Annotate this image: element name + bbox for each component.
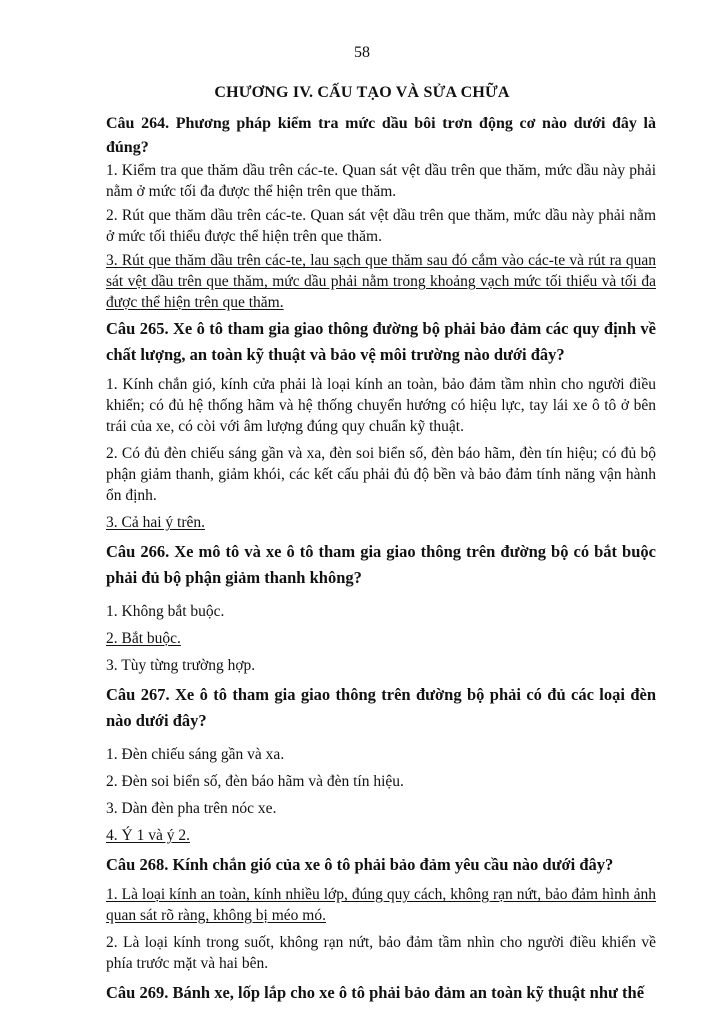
question-269-title: Câu 269. Bánh xe, lốp lắp cho xe ô tô phải bảo đảm an toàn kỹ thuật như thế [106,983,645,1002]
question-265-option-2: 2. Có đủ đèn chiếu sáng gần và xa, đèn soi biển số, đèn báo hãm, đèn tín hiệu; có đủ bộ phận giảm thanh, giảm khói, các kết cấu phải đủ độ bền và bảo đảm tính năng vận hành ổn định. [106,445,656,504]
question-264-option-2: 2. Rút que thăm dầu trên các-te. Quan sát vệt dầu trên que thăm, mức dầu này phải nằm ở mức tối thiểu được thể hiện trên que thăm. [106,207,656,245]
question-265-option-3-correct: 3. Cả hai ý trên. [106,514,206,531]
chapter-title: CHƯƠNG IV. CẤU TẠO VÀ SỬA CHỮA [214,84,510,101]
question-264-option-1: 1. Kiểm tra que thăm dầu trên các-te. Quan sát vệt dầu trên que thăm, mức dầu này phải nằm ở mức tối đa được thể hiện trên que thăm. [106,162,656,200]
question-266-title: Câu 266. Xe mô tô và xe ô tô tham gia giao thông trên đường bộ có bắt buộc phải đủ bộ phận giảm thanh không? [106,542,656,587]
question-267-option-3: 3. Dàn đèn pha trên nóc xe. [106,800,277,817]
question-265-option-1: 1. Kính chắn gió, kính cửa phải là loại kính an toàn, bảo đảm tầm nhìn cho người điều khiển; có đủ hệ thống hãm và hệ thống chuyển hướng có hiệu lực, tay lái xe ô tô ở bên trái của xe, có còi với âm lượng đúng quy chuẩn kỹ thuật. [106,376,656,435]
question-268-option-2: 2. Là loại kính trong suốt, không rạn nứt, bảo đảm tầm nhìn cho người điều khiển về phía trước mặt và hai bên. [106,934,656,972]
question-266-option-3: 3. Tùy từng trường hợp. [106,657,256,674]
question-264-title: Câu 264. Phương pháp kiểm tra mức dầu bôi trơn động cơ nào dưới đây là đúng? [106,115,656,156]
question-268-title: Câu 268. Kính chắn gió của xe ô tô phải bảo đảm yêu cầu nào dưới đây? [106,855,614,874]
question-list [106,112,656,1008]
question-266-option-1: 1. Không bắt buộc. [106,603,225,620]
question-267-title: Câu 267. Xe ô tô tham gia giao thông trên đường bộ phải có đủ các loại đèn nào dưới đây? [106,685,656,730]
question-264-option-3-correct: 3. Rút que thăm dầu trên các-te, lau sạch que thăm sau đó cắm vào các-te và rút ra quan sát vệt dầu trên que thăm, mức dầu phải nằm trong khoảng vạch mức tối thiểu và tối đa được thể hiện trên que thăm. [106,252,656,311]
question-267-option-2: 2. Đèn soi biển số, đèn báo hãm và đèn tín hiệu. [106,773,404,790]
question-267-option-4-correct: 4. Ý 1 và ý 2. [106,827,190,844]
page-number: 58 [354,44,370,61]
question-265-title: Câu 265. Xe ô tô tham gia giao thông đường bộ phải bảo đảm các quy định về chất lượng, an toàn kỹ thuật và bảo vệ môi trường nào dưới đây? [106,319,656,364]
question-268-option-1-correct: 1. Là loại kính an toàn, kính nhiều lớp, đúng quy cách, không rạn nứt, bảo đảm hình ảnh quan sát rõ ràng, không bị méo mó. [106,886,656,924]
question-266-option-2-correct: 2. Bắt buộc. [106,630,181,647]
question-267-option-1: 1. Đèn chiếu sáng gần và xa. [106,746,285,763]
